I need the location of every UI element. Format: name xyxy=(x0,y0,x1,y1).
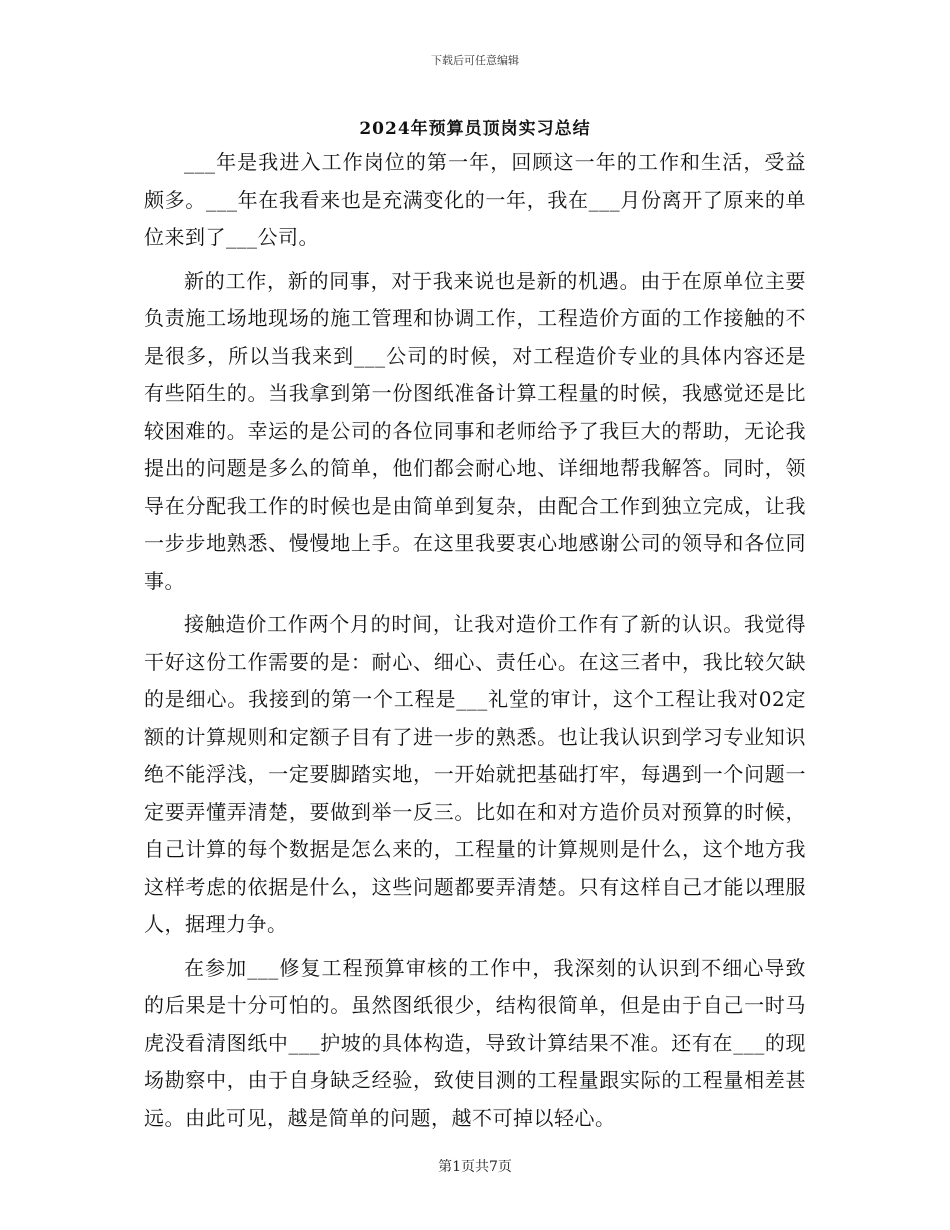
document-body xyxy=(144,144,806,1143)
document-title: 2024年预算员顶岗实习总结 xyxy=(359,119,591,139)
header-note: 下载后可任意编辑 xyxy=(431,54,519,67)
page-number-footer: 第1页共7页 xyxy=(438,1159,512,1175)
paragraph-3: 接触造价工作两个月的时间，让我对造价工作有了新的认识。我觉得干好这份工作需要的是：耐心、细心、责任心。在这三者中，我比较欠缺的是细心。我接到的第一个工程是___礼堂的审计，这个工程让我对02定额的计算规则和定额子目有了进一步的熟悉。也让我认识到学习专业知识绝不能浮浅，一定要脚踏实地，一开始就把基础打牢，每遇到一个问题一定要弄懂弄清楚，要做到举一反三。比如在和对方造价员对预算的时候，自己计算的每个数据是怎么来的，工程量的计算规则是什么，这个地方我这样考虑的依据是什么，这些问题都要弄清楚。只有这样自己才能以理服人，据理力争。 xyxy=(144,612,806,936)
paragraph-1: ___年是我进入工作岗位的第一年，回顾这一年的工作和生活，受益颇多。___年在我看来也是充满变化的一年，我在___月份离开了原来的单位来到了___公司。 xyxy=(144,150,806,249)
paragraph-4: 在参加___修复工程预算审核的工作中，我深刻的认识到不细心导致的后果是十分可怕的。虽然图纸很少，结构很简单，但是由于自己一时马虎没看清图纸中___护坡的具体构造，导致计算结果不准。还有在___的现场勘察中，由于自身缺乏经验，致使目测的工程量跟实际的工程量相差甚远。由此可见，越是简单的问题，越不可掉以轻心。 xyxy=(144,955,806,1130)
paragraph-2: 新的工作，新的同事，对于我来说也是新的机遇。由于在原单位主要负责施工场地现场的施工管理和协调工作，工程造价方面的工作接触的不是很多，所以当我来到___公司的时候，对工程造价专业的具体内容还是有些陌生的。当我拿到第一份图纸准备计算工程量的时候，我感觉还是比较困难的。幸运的是公司的各位同事和老师给予了我巨大的帮助，无论我提出的问题是多么的简单，他们都会耐心地、详细地帮我解答。同时，领导在分配我工作的时候也是由简单到复杂，由配合工作到独立完成，让我一步步地熟悉、慢慢地上手。在这里我要衷心地感谢公司的领导和各位同事。 xyxy=(144,268,806,593)
